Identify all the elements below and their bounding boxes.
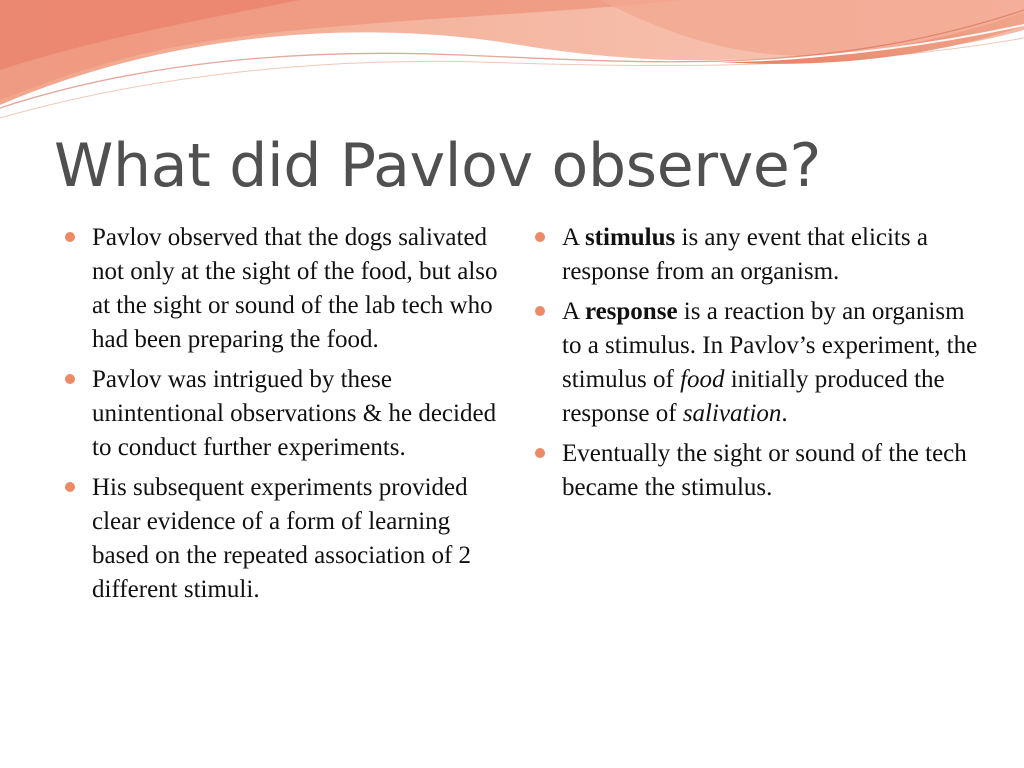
bullet-text-part: is any event that elicits a response from an organism. bbox=[562, 224, 928, 285]
left-bullet-list bbox=[92, 221, 502, 613]
key-term: stimulus bbox=[584, 224, 676, 251]
bullet-text-part: is a reaction by an organism to a stimulus. In Pavlov’s experiment, the stimulus of bbox=[562, 298, 978, 393]
bullet-text: His subsequent experiments provided clear evidence of a form of learning based on the repeated association of 2 different stimuli. bbox=[92, 474, 472, 603]
bullet-icon bbox=[535, 448, 545, 458]
slide-title: What did Pavlov observe? bbox=[54, 131, 822, 201]
bullet-text: Pavlov was intrigued by these unintentional observations & he decided to conduct further experiments. bbox=[92, 366, 497, 461]
list-item bbox=[562, 221, 982, 289]
list-item bbox=[92, 221, 502, 357]
list-item bbox=[562, 437, 982, 505]
bullet-text: Pavlov observed that the dogs salivated not only at the sight of the food, but also at the sight or sound of the lab tech who had been preparing the food. bbox=[92, 224, 498, 353]
list-item bbox=[562, 295, 982, 431]
bullet-icon bbox=[65, 374, 75, 384]
list-item bbox=[92, 471, 502, 607]
bullet-icon bbox=[65, 482, 75, 492]
key-term: response bbox=[584, 298, 678, 325]
bullet-text-part: initially produced the response of bbox=[562, 366, 945, 427]
emphasis-text: salivation bbox=[682, 400, 782, 427]
bullet-icon bbox=[535, 232, 545, 242]
bullet-text: Eventually the sight or sound of the tech became the stimulus. bbox=[562, 440, 967, 501]
emphasis-text: food bbox=[680, 366, 725, 393]
bullet-text-part: A bbox=[562, 224, 585, 251]
right-bullet-list bbox=[562, 221, 982, 511]
bullet-text-part: A bbox=[562, 298, 585, 325]
list-item bbox=[92, 363, 502, 465]
bullet-text-part: . bbox=[781, 400, 788, 427]
bullet-icon bbox=[535, 306, 545, 316]
bullet-icon bbox=[65, 232, 75, 242]
